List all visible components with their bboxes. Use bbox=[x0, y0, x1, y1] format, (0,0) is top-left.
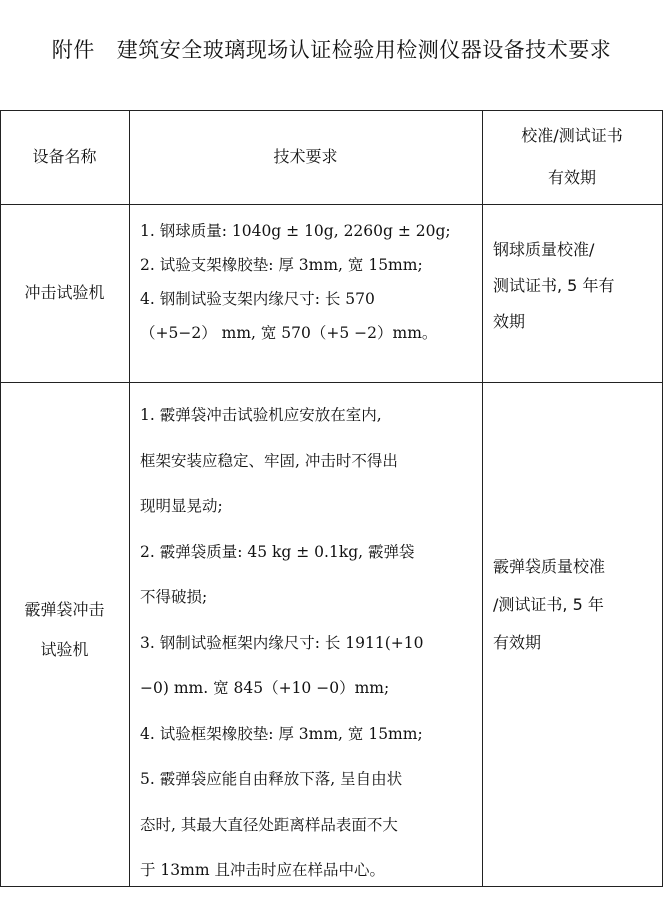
title-text: 建筑安全玻璃现场认证检验用检测仪器设备技术要求 bbox=[116, 38, 612, 62]
row2-req-line: 2. 霰弹袋质量: 45 kg ± 0.1kg, 霰弹袋 bbox=[140, 542, 415, 561]
row1-req-line: 4. 钢制试验支架内缘尺寸: 长 570 bbox=[140, 290, 375, 308]
header-calibration-line2: 有效期 bbox=[547, 168, 596, 187]
row2-requirements bbox=[140, 393, 476, 894]
row1-requirements bbox=[140, 214, 476, 350]
row1-req-line: 2. 试验支架橡胶垫: 厚 3mm, 宽 15mm; bbox=[140, 256, 423, 274]
row1-req-line: （+5−2） mm, 宽 570（+5 −2）mm。 bbox=[140, 324, 438, 342]
row2-calib-line: 霰弹袋质量校准 bbox=[493, 557, 606, 576]
row2-req-line: 态时, 其最大直径处距离样品表面不大 bbox=[140, 815, 398, 834]
row2-req-line: 3. 钢制试验框架内缘尺寸: 长 1911(+10 bbox=[140, 633, 424, 652]
row2-req-line: −0) mm. 宽 845（+10 −0）mm; bbox=[140, 679, 390, 697]
table-border-top bbox=[0, 110, 663, 111]
row2-name-line2: 试验机 bbox=[40, 640, 89, 659]
row1-req-line: 1. 钢球质量: 1040g ± 10g, 2260g ± 20g; bbox=[140, 222, 451, 240]
row-divider bbox=[0, 382, 663, 383]
row2-req-line: 于 13mm 且冲击时应在样品中心。 bbox=[140, 861, 385, 879]
row1-calib-line: 测试证书, 5 年有 bbox=[493, 276, 615, 295]
row2-calib-line: /测试证书, 5 年 bbox=[493, 595, 604, 614]
column-divider-1 bbox=[129, 110, 130, 887]
row2-calib-line: 有效期 bbox=[493, 633, 542, 652]
row1-calib-line: 钢球质量校准/ bbox=[493, 240, 595, 259]
table-border-left bbox=[0, 110, 1, 887]
row1-calib-line: 效期 bbox=[493, 312, 526, 331]
header-divider bbox=[0, 204, 663, 205]
row1-name: 冲击试验机 bbox=[24, 283, 105, 302]
row2-req-line: 1. 霰弹袋冲击试验机应安放在室内, bbox=[140, 406, 382, 424]
row2-req-line: 5. 霰弹袋应能自由释放下落, 呈自由状 bbox=[140, 770, 403, 788]
row2-calibration bbox=[493, 548, 657, 662]
row2-req-line: 不得破损; bbox=[140, 588, 208, 606]
document-title bbox=[0, 34, 663, 64]
column-divider-2 bbox=[482, 110, 483, 887]
header-name: 设备名称 bbox=[32, 147, 97, 166]
row2-name-line1: 霰弹袋冲击 bbox=[24, 600, 105, 619]
title-prefix: 附件 bbox=[51, 38, 95, 62]
row2-req-line: 框架安装应稳定、牢固, 冲击时不得出 bbox=[140, 451, 398, 470]
row2-req-line: 4. 试验框架橡胶垫: 厚 3mm, 宽 15mm; bbox=[140, 724, 423, 743]
header-calibration-line1: 校准/测试证书 bbox=[521, 126, 623, 145]
row1-calibration bbox=[493, 232, 657, 340]
header-requirements: 技术要求 bbox=[273, 147, 338, 166]
row2-req-line: 现明显晃动; bbox=[140, 497, 223, 515]
requirements-table bbox=[0, 110, 663, 887]
